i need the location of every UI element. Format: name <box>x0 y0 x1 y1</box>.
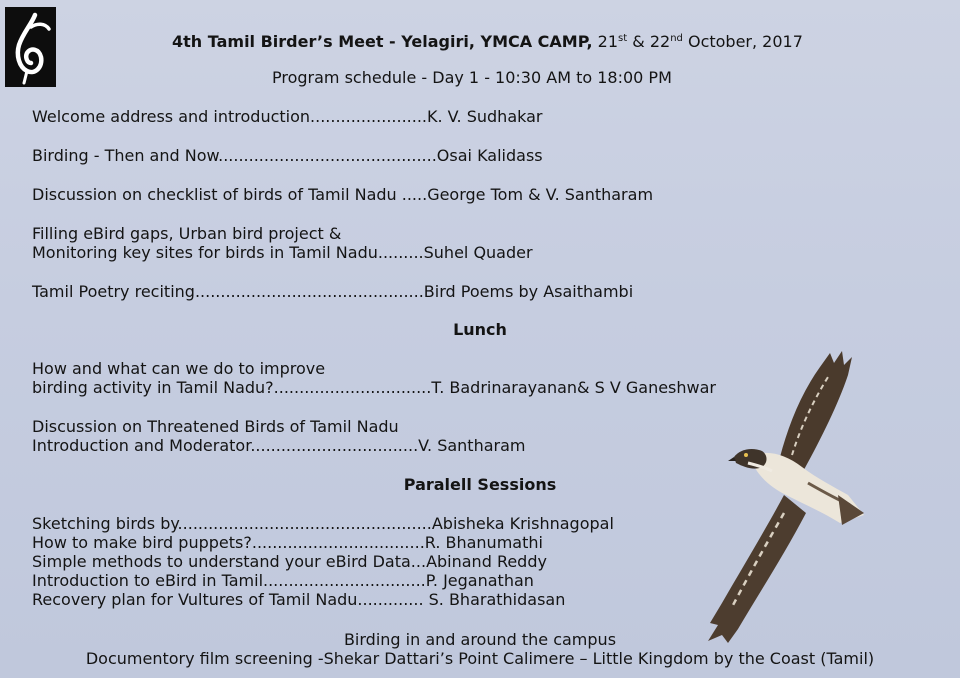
schedule-item-threatened-line1: Discussion on Threatened Birds of Tamil Nadu <box>32 417 399 436</box>
schedule-item-welcome: Welcome address and introduction.......................K. V. Sudhakar <box>32 107 543 126</box>
program-subtitle: Program schedule - Day 1 - 10:30 AM to 18:00 PM <box>272 68 672 87</box>
parallel-item-vultures: Recovery plan for Vultures of Tamil Nadu............. S. Bharathidasan <box>32 590 566 609</box>
event-title <box>172 32 803 51</box>
date-month-year: October, 2017 <box>682 32 803 51</box>
osprey-lower-wing <box>708 495 806 643</box>
bird-logo-icon <box>5 7 56 87</box>
date-day2-suffix: nd <box>670 33 683 44</box>
schedule-item-ebird-gaps-line1: Filling eBird gaps, Urban bird project & <box>32 224 342 243</box>
parallel-sessions-heading: Paralell Sessions <box>403 475 557 494</box>
date-day1-suffix: st <box>618 33 628 44</box>
schedule-item-poetry: Tamil Poetry reciting.............................................Bird Poems by Asaithambi <box>32 282 634 301</box>
schedule-item-improve-line1: How and what can we do to improve <box>32 359 326 378</box>
date-day2: & 22 <box>627 32 671 51</box>
schedule-item-ebird-gaps-line2: Monitoring key sites for birds in Tamil Nadu.........Suhel Quader <box>32 243 533 262</box>
schedule-item-checklist: Discussion on checklist of birds of Tamil Nadu .....George Tom & V. Santharam <box>32 185 654 204</box>
parallel-item-ebird-data: Simple methods to understand your eBird Data...Abinand Reddy <box>32 552 547 571</box>
footer-film-screening: Documentory film screening -Shekar Dattari’s Point Calimere – Little Kingdom by the Coast (Tamil) <box>85 649 875 668</box>
parallel-item-ebird-tamil: Introduction to eBird in Tamil................................P. Jeganathan <box>32 571 534 590</box>
event-name: 4th Tamil Birder’s Meet - Yelagiri, YMCA CAMP, <box>172 32 593 51</box>
parallel-item-sketching: Sketching birds by..................................................Abisheka Krishnagopal <box>32 514 614 533</box>
date-day1: 21 <box>592 32 619 51</box>
schedule-item-improve-line2: birding activity in Tamil Nadu?...............................T. Badrinarayanan& S V Ganeshwar <box>32 378 716 397</box>
schedule-item-birding-then-now: Birding - Then and Now...........................................Osai Kalidass <box>32 146 543 165</box>
osprey-upper-wing <box>780 351 852 477</box>
schedule-item-threatened-line2: Introduction and Moderator.................................V. Santharam <box>32 436 526 455</box>
parallel-item-puppets: How to make bird puppets?..................................R. Bhanumathi <box>32 533 543 552</box>
osprey-photo <box>688 345 878 645</box>
footer-birding: Birding in and around the campus <box>343 630 617 649</box>
lunch-heading: Lunch <box>453 320 507 339</box>
